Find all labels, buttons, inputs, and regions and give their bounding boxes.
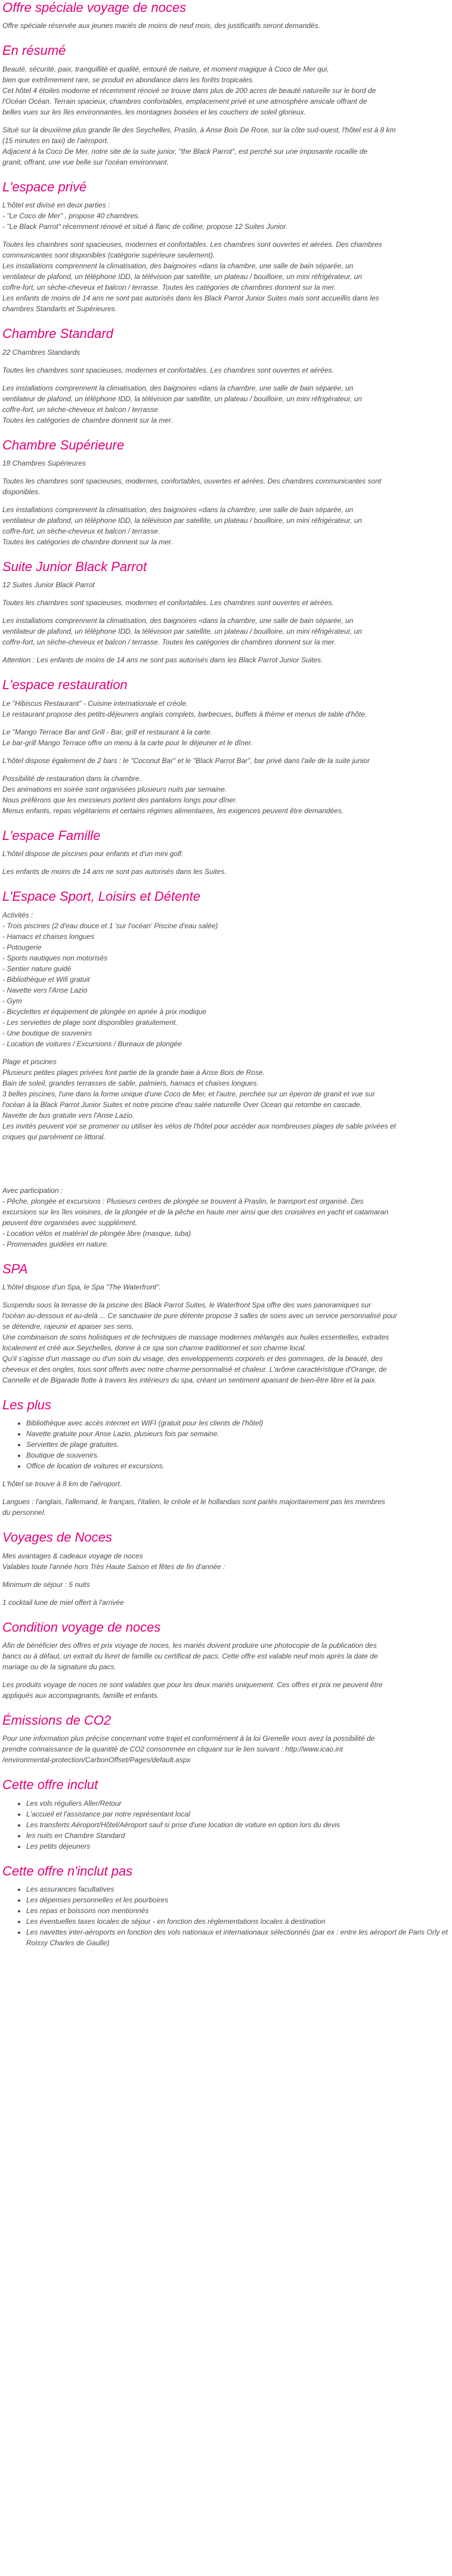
offre-text: Offre spéciale réservée aux jeunes mariés de moins de neuf mois, des justificatifs seront demandés. — [2, 21, 320, 30]
section-prive — [2, 179, 450, 314]
list-item: • Navette gratuite pour Anse Lazio, plusieurs fois par semaine. — [26, 1428, 450, 1439]
text-line: - "Le Black Parrot" récemment rénové et situé à flanc de colline, propose 12 Suites Junior. — [2, 222, 288, 231]
list-item: • Les petits déjeuners — [26, 1841, 450, 1852]
text-line: belles vues sur les îles environnantes, les montagnes boisées et les couchers de soleil glorieux. — [2, 107, 306, 116]
text-line: L'hôtel est divisé en deux parties : — [2, 201, 110, 210]
text-line: - Navette vers l'Anse Lazio — [2, 985, 88, 994]
famille-title: L'espace Famille — [2, 827, 101, 843]
resume-paragraph-1 — [2, 64, 450, 117]
plus-paragraph-2 — [2, 1496, 450, 1518]
condition-paragraph-2 — [2, 1679, 450, 1701]
noces-paragraph-2: Minimum de séjour : 5 nuits — [2, 1580, 90, 1589]
section-superieure — [2, 438, 450, 547]
text-line: - Location de voitures / Excursions / Bureaux de plongée — [2, 1039, 182, 1048]
list-item: • Les navettes inter-aéroports en fonction des vols nationaux et internationaux sélectionnés (par ex : entre les aéroport de Paris Orly et Roissy Charles de Gaulle) — [26, 1927, 450, 1948]
text-line: Toutes les chambres sont spacieuses, modernes et confortables. Les chambres sont ouvertes et aérées. Des chambres — [2, 240, 382, 249]
list-item: • Bibliothèque avec accès internet en WIFI (gratuit pour les clients de l'hôtel) — [26, 1418, 450, 1428]
section-resume — [2, 43, 450, 167]
list-item: • Les vols réguliers Aller/Retour — [26, 1798, 450, 1809]
suite-title: Suite Junior Black Parrot — [2, 559, 147, 574]
text-line: Le restaurant propose des petits-déjeuners anglais complets, barbecues, buffets à thème et menus de table d'hôte. — [2, 709, 367, 718]
text-line: - Pêche, plongée et excursions : Plusieurs centres de plongée se trouvent à Praslin, le transport est organisé. Des — [2, 1196, 364, 1205]
list-item: • Serviettes de plage gratuites. — [26, 1439, 450, 1450]
text-line: - Sentier nature guidé — [2, 964, 72, 973]
text-line: disponibles. — [2, 487, 41, 496]
section-sport — [2, 889, 450, 1249]
list-item: • Boutique de souvenirs. — [26, 1450, 450, 1461]
section-condition — [2, 1620, 450, 1701]
text-line: Activités : — [2, 910, 33, 919]
sport-activities — [2, 910, 450, 1049]
list-item: • les nuits en Chambre Standard — [26, 1830, 450, 1841]
superieure-count: 18 Chambres Supérieures — [2, 458, 86, 467]
text-line: ventilateur de plafond, un téléphone IDD, la télévision par satellite, un plateau / bouilloire, un mini réfrigérateur, un — [2, 394, 363, 403]
text-line: Bain de soleil, grandes terrasses de sable, palmiers, hamacs et chaises longues. — [2, 1078, 259, 1087]
restauration-paragraph-3: L'hôtel dispose également de 2 bars : le "Coconut Bar" et le "Black Parrot Bar", bar privé dans l'aile de la suite junior — [2, 756, 370, 765]
text-line: Afin de bénéficier des offres et prix voyage de noces, les mariés doivent produire une photocopie de la publication des — [2, 1641, 377, 1650]
condition-paragraph-1 — [2, 1640, 450, 1672]
resume-title: En résumé — [2, 43, 66, 58]
restauration-paragraph-4 — [2, 773, 450, 816]
text-line: cheveux et des ongles, tous sont offerts avec notre charme personnalisé et chaleur. L'arôme caractéristique d'Orange, de — [2, 1365, 387, 1374]
co2-paragraph-1 — [2, 1733, 450, 1765]
text-line: mariage ou de la signature du pacs. — [2, 1663, 116, 1672]
text-line: bien que extrêmement rare, se produit en abondance dans les forêts tropicales. — [2, 75, 255, 84]
text-line: Le "Hibiscus Restaurant" - Cuisine internationale et créole. — [2, 699, 188, 708]
section-inclut — [2, 1777, 450, 1851]
noces-paragraph-3: 1 cocktail lune de miel offert à l'arrivée — [2, 1598, 124, 1607]
list-item: • Les dépenses personnelles et les pourboires — [26, 1895, 450, 1905]
suite-attention: Attention : Les enfants de moins de 14 ans ne sont pas autorisés dans les Black Parrot Junior Suites. — [2, 656, 323, 665]
text-line: prendre connaissance de la quantité de CO2 consommée en cliquant sur le lien suivant : http://www.icao.int — [2, 1745, 343, 1754]
spa-paragraph-2 — [2, 1300, 450, 1385]
text-line: coffre-fort, un sèche-cheveux et balcon / terrasse. — [2, 526, 160, 535]
superieure-paragraph-2 — [2, 504, 450, 547]
restauration-paragraph-1 — [2, 698, 450, 720]
text-line: Possibilité de restauration dans la chambre. — [2, 774, 141, 783]
text-line: - Hamacs et chaises longues — [2, 932, 95, 941]
text-line: Plage et piscines — [2, 1057, 57, 1066]
noces-paragraph-1 — [2, 1551, 450, 1572]
text-line: - Bibliothèque et Wifi gratuit — [2, 975, 90, 984]
text-line: Langues : l'anglais, l'allemand, le français, l'italien, le créole et le hollandais sont parlés majoritairement pas les membres — [2, 1498, 385, 1506]
text-line: bancs ou à défaut, un extrait du livret de famille ou certificat de pacs. Cette offre est valable neuf mois après la date de — [2, 1652, 378, 1661]
text-line: granit, offrant, une vue belle sur l'océan environnant. — [2, 157, 169, 166]
text-line: l'océan au-dessous et au-delà ... Ce sanctuaire de pure détente propose 3 salles de soins avec un service personnalisé pour — [2, 1311, 398, 1320]
text-line: - Sports nautiques non motorisés — [2, 953, 108, 962]
text-line: Toutes les chambres sont spacieuses, modernes, confortables, ouvertes et aérées. Des chambres communicantes sont — [2, 476, 382, 485]
section-restauration — [2, 677, 450, 816]
condition-title: Condition voyage de noces — [2, 1619, 161, 1635]
text-line: - Bicyclettes et équipement de plongée en apnée à prix modique — [2, 1007, 207, 1016]
sport-plage — [2, 1056, 450, 1142]
text-line: se détendre, rajeunir et apaiser ses sens. — [2, 1322, 134, 1331]
section-plus — [2, 1397, 450, 1518]
text-line: Situé sur la deuxième plus grande île des Seychelles, Praslin, à Anse Bois De Rose, sur la côte sud-ouest, l'hôtel est à 8 km — [2, 125, 396, 134]
section-offre — [2, 0, 450, 31]
text-line: Toutes les catégories de chambre donnent sur la mer. — [2, 537, 173, 546]
text-line: Toutes les catégories de chambre donnent sur la mer. — [2, 416, 173, 424]
list-item: • L'accueil et l'assistance par notre représentant local — [26, 1809, 450, 1819]
text-line: appliqués aux accompagnants, famille et enfants. — [2, 1691, 159, 1700]
text-line: Suspendu sous la terrasse de la piscine des Black Parrot Suites, le Waterfront Spa offre des vues panoramiques sur — [2, 1300, 371, 1309]
text-line: communicantes sont disponibles (catégorie supérieure seulement). — [2, 251, 215, 260]
standard-title: Chambre Standard — [2, 326, 113, 342]
text-line: Mes avantages & cadeaux voyage de noces — [2, 1551, 143, 1560]
text-line: coffre-fort, un sèche-cheveux et balcon / terrasse. Toutes les catégories de chambres donnent sur la mer. — [2, 638, 336, 647]
text-line: Nous préférons que les messieurs portent des pantalons longs pour dîner. — [2, 795, 237, 804]
text-line: criques qui parsèment ce littoral. — [2, 1132, 106, 1141]
text-line: l'Océan Océan. Terrain spacieux, chambres confortables, emplacement privé et une atmosphère amicale offrant de — [2, 97, 367, 106]
sport-participation — [2, 1185, 450, 1250]
section-spa — [2, 1261, 450, 1385]
list-item: • Les assurances facultatives — [26, 1884, 450, 1895]
spa-paragraph-1: L'hôtel dispose d'un Spa, le Spa "The Waterfront". — [2, 1282, 161, 1291]
text-line: Une combinaison de soins holistiques et de techniques de massage modernes mélangés aux huiles essentielles, extraites — [2, 1332, 389, 1341]
text-line: Les installations comprennent la climatisation, des baignoires «dans la chambre, une salle de bain séparée, un — [2, 616, 354, 625]
text-line: excursions sur les îles voisines, de la plongée et de la pêche en haute mer ainsi que des croisières en yacht et catamaran — [2, 1207, 389, 1216]
restauration-title: L'espace restauration — [2, 677, 128, 693]
text-line: Les enfants de moins de 14 ans ne sont pas autorisés dans les Black Parrot Junior Suites mais sont accueillis dans les — [2, 294, 379, 303]
list-item: • Les éventuelles taxes locales de séjour - en fonction des réglementations locales à destination — [26, 1916, 450, 1927]
text-line: - "Le Coco de Mer" , propose 40 chambres. — [2, 212, 140, 221]
text-line: chambres Standarts et Supérieures. — [2, 305, 117, 314]
noces-title: Voyages de Noces — [2, 1530, 112, 1545]
standard-paragraph-2 — [2, 383, 450, 426]
section-famille — [2, 828, 450, 877]
list-item: • Les transferts Aéroport/Hôtel/Aéroport sauf si prise d'une location de voiture en option lors du devis — [26, 1819, 450, 1830]
plus-list — [2, 1418, 450, 1471]
text-line: du personnel. — [2, 1508, 46, 1517]
text-line: - Gym — [2, 996, 22, 1005]
plus-title: Les plus — [2, 1397, 51, 1412]
suite-paragraph-2 — [2, 615, 450, 647]
restauration-paragraph-2 — [2, 727, 450, 748]
text-line: Avec participation : — [2, 1186, 63, 1195]
text-line: Pour une information plus précise concernant votre trajet et conformément à la loi Grenelle vous avez la possibilité de — [2, 1734, 375, 1743]
co2-title: Émissions de CO2 — [2, 1713, 112, 1728]
text-line: Beauté, sécurité, paix, tranquillité et qualité, entouré de nature, et moment magique à Coco de Mer qui, — [2, 64, 329, 73]
text-line: - Trois piscines (2 d'eau douce et 1 'sur l'océan' Piscine d'eau salée) — [2, 921, 218, 930]
text-line: (15 minutes en taxi) de l'aéroport. — [2, 136, 109, 145]
standard-count: 22 Chambres Standards — [2, 348, 81, 357]
resume-paragraph-2 — [2, 125, 450, 168]
text-line: Menus enfants, repas végétariens et certains régimes alimentaires, les exigences peuvent être demandées. — [2, 806, 344, 815]
section-noces — [2, 1530, 450, 1607]
text-line: Le bar-grill Mango Terrace offre un menu à la carte pour le déjeuner et le dîner. — [2, 738, 253, 747]
sport-title: L'Espace Sport, Loisirs et Détente — [2, 889, 200, 904]
famille-paragraph-2: Les enfants de moins de 14 ans ne sont pas autorisés dans les Suites. — [2, 867, 227, 876]
text-line: Des animations en soirée sont organisées plusieurs nuits par semaine. — [2, 785, 227, 793]
inclut-list — [2, 1798, 450, 1852]
text-line: Les installations comprennent la climatisation, des baignoires «dans la chambre, une salle de bain séparée, un — [2, 262, 354, 271]
exclut-title: Cette offre n'inclut pas — [2, 1863, 133, 1878]
text-line: coffre-fort, un sèche-cheveux et balcon / terrasse. Toutes les catégories de chambres donnent sur la mer. — [2, 283, 336, 292]
inclut-title: Cette offre inclut — [2, 1777, 98, 1793]
text-line: - Une boutique de souvenirs — [2, 1028, 92, 1037]
spa-title: SPA — [2, 1261, 28, 1276]
text-line: localement et créé aux Seychelles, donne à ce spa son charme traditionnel et son charme local. — [2, 1343, 307, 1352]
section-co2 — [2, 1713, 450, 1765]
offre-title: Offre spéciale voyage de noces — [2, 0, 187, 15]
text-line: Les installations comprennent la climatisation, des baignoires «dans la chambre, une salle de bain séparée, un — [2, 505, 354, 514]
text-line: /environmental-protection/CarbonOffset/Pages/default.aspx — [2, 1756, 191, 1765]
text-line: Les produits voyage de noces ne sont valables que pour les deux mariés uniquement. Ces offres et prix ne peuvent être — [2, 1681, 383, 1690]
plus-paragraph-1: L'hôtel se trouve à 8 km de l'aéroport. — [2, 1480, 122, 1489]
text-line: ventilateur de plafond, un téléphone IDD, la télévision par satellite, un plateau / bouilloire, un mini réfrigérateur, un — [2, 627, 363, 636]
text-line: Cet hôtel 4 étoiles moderne et récemment rénové se trouve dans plus de 200 acres de beauté naturelle sur le bord de — [2, 86, 376, 95]
spacer — [2, 1149, 450, 1185]
text-line: l'océan à la Black Parrot Junior Suites et notre piscine d'eau salée naturelle Over Ocean qui retombe en cascade. — [2, 1100, 362, 1109]
prive-paragraph-2 — [2, 239, 450, 314]
text-line: peuvent être organisées avec supplément. — [2, 1218, 138, 1227]
section-standard — [2, 326, 450, 425]
text-line: - Location vélos et matériel de plongée libre (masque, tuba) — [2, 1229, 191, 1238]
list-item: • Les repas et boissons non mentionnés — [26, 1905, 450, 1916]
text-line: 3 belles piscines, l'une dans la forme unique d'une Coco de Mer, et l'autre, perchée sur un éperon de granit et vue sur — [2, 1089, 375, 1098]
standard-paragraph-1: Toutes les chambres sont spacieuses, modernes et confortables. Les chambres sont ouvertes et aérées. — [2, 365, 334, 374]
text-line: Cannelle et de Bigarade flotte à travers les intérieurs du spa, créant un sentiment apaisant de bien-être libre et la paix. — [2, 1375, 377, 1384]
text-line: Plusieurs petites plages privées font partie de la grande baie à Anse Bois de Rose. — [2, 1068, 265, 1077]
text-line: Le "Mango Terrace Bar and Grill - Bar, grill et restaurant à la carte. — [2, 727, 212, 736]
text-line: Qu'il s'agisse d'un massage ou d'un soin du visage, des enveloppements corporels et des gommages, de la beauté, des — [2, 1354, 383, 1363]
list-item: • Office de location de voitures et excursions. — [26, 1461, 450, 1471]
text-line: Valables toute l'année hors Très Haute Saison et fêtes de fin d'année : — [2, 1562, 225, 1571]
text-line: coffre-fort, un sèche-cheveux et balcon / terrasse. — [2, 405, 160, 414]
text-line: - Les serviettes de plage sont disponibles gratuitement. — [2, 1018, 178, 1027]
text-line: Les invités peuvent voir se promener ou utiliser les vélos de l'hôtel pour accéder aux nombreuses plages de sable privées et — [2, 1121, 396, 1130]
famille-paragraph-1: L'hôtel dispose de piscines pour enfants et d'un mini golf. — [2, 850, 184, 858]
section-suite — [2, 559, 450, 665]
exclut-list — [2, 1884, 450, 1948]
prive-title: L'espace privé — [2, 179, 87, 194]
text-line: Adjacent à la Coco De Mer, notre site de la suite junior, "the Black Parrot", est perché sur une imposante rocaille de — [2, 147, 368, 156]
text-line: ventilateur de plafond, un téléphone IDD, la télévision par satellite, un plateau / bouilloire, un mini réfrigérateur, un — [2, 516, 363, 525]
suite-paragraph-1: Toutes les chambres sont spacieuses, modernes et confortables. Les chambres sont ouvertes et aérées. — [2, 599, 334, 607]
suite-count: 12 Suites Junior Black Parrot — [2, 581, 95, 590]
text-line: - Promenades guidées en nature. — [2, 1239, 109, 1248]
text-line: Les installations comprennent la climatisation, des baignoires «dans la chambre, une salle de bain séparée, un — [2, 383, 354, 392]
superieure-paragraph-1 — [2, 476, 450, 497]
text-line: Navette de bus gratuite vers l'Anse Lazio. — [2, 1111, 135, 1120]
text-line: - Potougerie — [2, 943, 42, 951]
section-exclut — [2, 1864, 450, 1948]
prive-paragraph-1 — [2, 200, 450, 232]
text-line: ventilateur de plafond, un téléphone IDD, la télévision par satellite, un plateau / bouilloire, un mini réfrigérateur, un — [2, 272, 363, 281]
superieure-title: Chambre Supérieure — [2, 437, 125, 452]
